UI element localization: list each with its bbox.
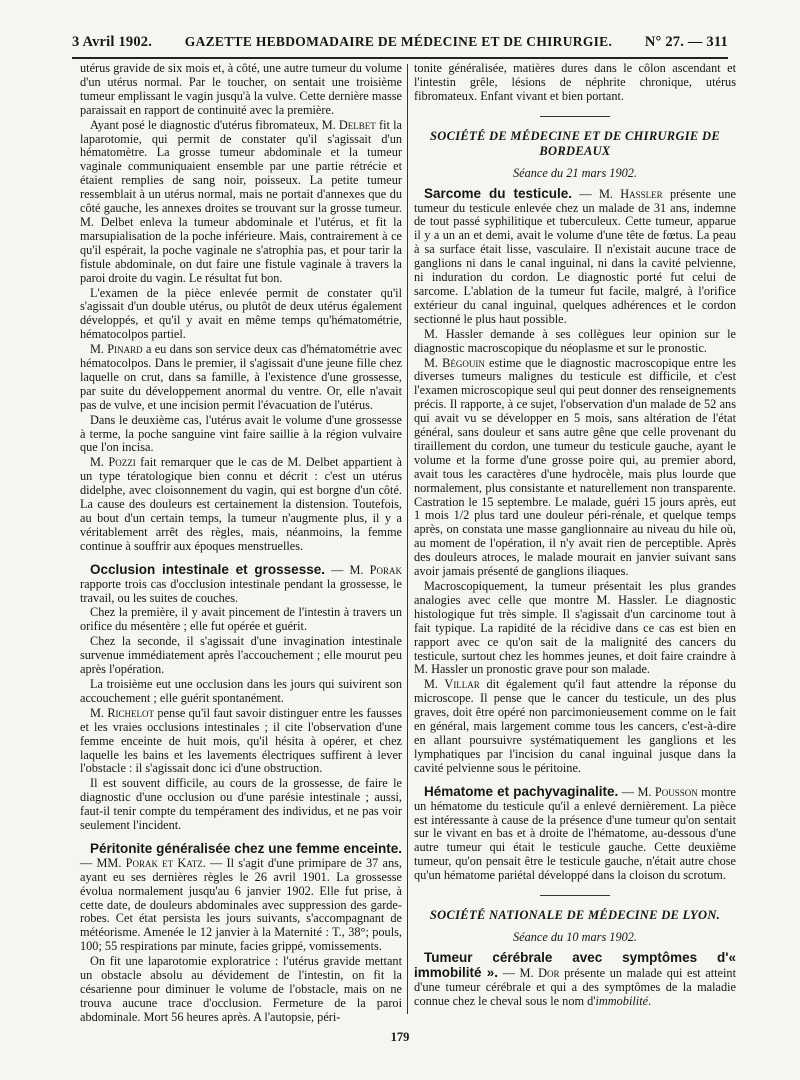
paragraph: Chez la première, il y avait pincement de l'intestin à travers un orifice du mésentère ; elle fut opérée et guérit. bbox=[80, 605, 402, 634]
paragraph: Il est souvent difficile, au cours de la grossesse, de faire le diagnostic d'une occlusion ou d'une parésie intestinale ; aussi, faut-il tenir compte du tempérament des individus, et ne pas voir seulement l'incident. bbox=[80, 776, 402, 833]
paragraph: M. Villar dit également qu'il faut attendre la réponse du microscope. Il pense que le cancer du testicule, un des plus graves, doit être opéré non parcimonieusement comme on le fait en général, mais largement comme tous les cancers, c'est-à-dire en allant poursuivre systématiquement les ganglions et les lymphatiques par l'incision du canal inguinal jusque dans la cavité pelvienne sous le péritoine. bbox=[414, 677, 736, 775]
running-header bbox=[72, 30, 728, 54]
column-divider bbox=[407, 64, 408, 1014]
author-name: M. Pousson bbox=[637, 784, 698, 799]
section-heading: Hématome et pachyvaginalite. bbox=[424, 783, 619, 799]
author-name: M. Bégouin bbox=[424, 355, 485, 370]
issue-page-number: N° 27. — 311 bbox=[644, 33, 728, 50]
paragraph: utérus gravide de six mois et, à côté, une autre tumeur du volume d'un utérus normal. Par le toucher, on sentait une troisième tumeur emplissant le vagin jusqu'à la vulve. Cette dernière masse paraissait en rapport de continuité avec la première. bbox=[80, 61, 402, 117]
section-heading: Sarcome du testicule. bbox=[424, 185, 573, 201]
paragraph: M. Richelot pense qu'il faut savoir distinguer entre les fausses et les vraies occlusions intestinales ; il cite l'observation d'une femme enceinte de huit mois, qu'il hésita à opérer, et chez laquelle les bains et les lavements électriques suffirent à lever l'obstacle : il s'agissait donc ici d'une obstruction. bbox=[80, 705, 403, 776]
author-name: M. Delbet bbox=[321, 117, 376, 132]
paragraph: Dans le deuxième cas, l'utérus avait le volume d'une grossesse à terme, la poche sanguine vint faire saillie à la région vulvaire que l'on incisa. bbox=[80, 412, 402, 455]
section-peritonite: Péritonite généralisée chez une femme enceinte. — MM. Porak et Katz. — Il s'agit d'une primipare de 37 ans, ayant eu ses dernières règles le 26 avril 1901. La grossesse évolua normalement jusqu'au 6 janvier 1902. Elle fut prise, à cette date, de douleurs abdominales avec suppression des garde-robes. Cet état persista les jours suivants, s'accompagnant de météorisme. Amenée le 12 janvier à la Maternité : T., 38°; pouls, 100; 55 respirations par minute, facies grippé, vomissements. bbox=[80, 840, 402, 954]
paragraph: Ayant posé le diagnostic d'utérus fibromateux, M. Delbet fit la laparotomie, qui permit de constater qu'il s'agissait d'un hématomètre. La grosse tumeur abdominale et la tumeur vaginale communiquaient ensemble par une partie rétrécie et étaient remplies de sang noir, poisseux. La petite tumeur ressemblait à un utérus normal, mais ne portait d'annexes que du côté gauche, les annexes droites se trouvant sur la grosse tumeur. M. Delbet enleva la tumeur abdominale et l'utérus, et fit la marsupialisation de la poche inférieure. Mais, contrairement à ce qu'il espérait, la poche vaginale ne s'atrophia pas, et pour tarir la fistule abdominale, on dut faire une fistule vaginale à travers la paroi droite du vagin. Le résultat fut bon. bbox=[80, 117, 402, 285]
paragraph: M. Bégouin estime que le diagnostic macroscopique entre les diverses tumeurs malignes du testicule est difficile, et c'est l'examen microscopique seul qui peut donner des renseignements précis. Il rapporte, à ce sujet, l'observation d'un malade de 52 ans qui avait vu se développer en 5 mois, sans altération de l'état général, sans douleur et sans autre gêne que celle provenant du tiraillement du cordon, une tumeur du testicule gauche, ayant le volume et la forme d'une grosse poire qui, au premier abord, avait tous les caractères d'une hydrocèle, mais plus lourde que normalement, plus consistante et naturellement non transparente. Castration le 15 septembre. Le malade, guéri 15 jours après, eut 1 mois 1/2 plus tard une douleur péri-rénale, et quelque temps après, on constata une masse ganglionnaire au niveau du hile où, au moment de l'opération, il n'y avait rien de perceptible. Après des douleurs atroces, le malade mourait en janvier suivant sans avoir jamais présenté de ganglions iliaques. bbox=[414, 355, 736, 579]
section-heading: Péritonite généralisée chez une femme enceinte. bbox=[90, 840, 402, 856]
author-name: M. Villar bbox=[424, 677, 480, 692]
author-name: M. Pozzi bbox=[90, 455, 136, 470]
page-number: 179 bbox=[390, 1030, 410, 1044]
society-heading: SOCIÉTÉ DE MÉDECINE ET DE CHIRURGIE DE BORDEAUX bbox=[430, 128, 720, 158]
header-rule bbox=[72, 57, 728, 59]
session-date: Séance du 21 mars 1902. bbox=[513, 165, 637, 180]
right-column bbox=[414, 62, 736, 1010]
left-column bbox=[80, 62, 402, 1026]
section-hematome: Hématome et pachyvaginalite. — M. Pousson montre un hématome du testicule qu'il a enlevé dernièrement. La pièce est intéressante à cause de la présence d'une tumeur qu'on sentait sur le vivant en bas et à droite de l'hématome, au-dessous d'une autre tumeur qui était le testicule gauche. Cette deuxième tumeur, qu'on pensait être le testicule gauche, n'était autre chose qu'un hématome pariétal développé dans la cloison du scrotum. bbox=[414, 783, 736, 883]
section-rule bbox=[540, 895, 610, 896]
paragraph: On fit une laparotomie exploratrice : l'utérus gravide mettant un obstacle absolu au dévidement de l'intestin, on fit la césarienne pour diminuer le volume de l'obstacle, mais on ne trouva aucune trace d'occlusion. Fermeture de la paroi abdominale. Mort 56 heures après. A l'autopsie, péri- bbox=[80, 954, 402, 1024]
paragraph: Chez la seconde, il s'agissait d'une invagination intestinale survenue immédiatement après l'accouchement ; elle mourut peu après l'opération. bbox=[80, 634, 402, 677]
author-name: M. Richelot bbox=[90, 705, 155, 720]
paragraph: La troisième eut une occlusion dans les jours qui suivirent son accouchement ; elle guérit spontanément. bbox=[80, 676, 402, 705]
section-occlusion: Occlusion intestinale et grossesse. — M. Porak rapporte trois cas d'occlusion intestinale pendant la grossesse, le travail, ou les suites de couches. bbox=[80, 561, 402, 605]
section-rule bbox=[540, 116, 610, 117]
section-heading: Occlusion intestinale et grossesse. bbox=[90, 561, 325, 577]
journal-title: GAZETTE HEBDOMADAIRE DE MÉDECINE ET DE CHIRURGIE. bbox=[184, 34, 613, 49]
author-name: MM. Porak et Katz. bbox=[96, 855, 206, 870]
paragraph: Macroscopiquement, la tumeur présentait les plus grandes analogies avec celle que montre M. Hassler. Le diagnostic histologique fut très simple. Il s'agissait d'un carcinome tout à fait typique. La rapidité de la récidive dans ce cas est bien en rapport avec ce qu'on sait de la malignité des cancers du testicule, surtout chez les hommes jeunes, et doit faire craindre à M. Hassler un pronostic grave pour son malade. bbox=[414, 579, 736, 677]
author-name: M. Pinard bbox=[90, 342, 143, 357]
society-heading: SOCIÉTÉ NATIONALE DE MÉDECINE DE LYON. bbox=[429, 908, 721, 923]
author-name: M. Porak bbox=[349, 562, 402, 577]
author-name: M. Dor bbox=[519, 965, 560, 980]
author-name: M. Hassler bbox=[598, 186, 663, 201]
section-sarcome: Sarcome du testicule. — M. Hassler présente une tumeur du testicule enlevée chez un malade de 31 ans, indemne de tout passé syphilitique et tuberculeux. Cette tumeur, apparue il y a un an et demi, avait le volume d'une tête de fœtus. La peau à sa surface était lisse, vasculaire. Il n'existait aucune trace de ganglions ni dans le canal inguinal, ni dans la cavité pelvienne, ni induration du cordon. Le diagnostic porté fut celui de sarcome. L'ablation de la tumeur fut facile, malgré, à l'orifice extérieur du canal inguinal, quelques adhérences et le cordon sectionné le plus haut possible. bbox=[414, 185, 736, 326]
session-date: Séance du 10 mars 1902. bbox=[513, 930, 637, 945]
section-heading: Tumeur cérébrale avec symptômes d'« immobilité ». bbox=[414, 949, 736, 980]
section-tumeur: Tumeur cérébrale avec symptômes d'« immobilité ». — M. Dor présente un malade qui est atteint d'une tumeur cérébrale et qui a des symptômes de la maladie connue chez le cheval sous le nom d'immobilité. bbox=[414, 949, 736, 1008]
paragraph: M. Pinard a eu dans son service deux cas d'hématométrie avec hématocolpos. Dans le premier, il s'agissait d'une jeune fille chez laquelle on crut, dans sa famille, à l'existence d'une grossesse, par suite du développement anormal du ventre. Or, elle n'avait pas de vulve, et une incision permit l'évacuation de l'utérus. bbox=[80, 342, 402, 412]
paragraph: M. Pozzi fait remarquer que le cas de M. Delbet appartient à un type tératologique bien connu et décrit : c'est un utérus didelphe, avec cloisonnement du vagin, qui est borgne d'un côté. La cause des douleurs est certainement la distension. Toutefois, au bout d'un certain temps, la tumeur n'augmente plus, il y a véritablement arrêt des règles, mais, néanmoins, la femme continue à souffrir aux époques menstruelles. bbox=[80, 455, 402, 553]
paragraph: M. Hassler demande à ses collègues leur opinion sur le diagnostic macroscopique du néoplasme et sur le pronostic. bbox=[414, 326, 736, 355]
issue-date: 3 Avril 1902. bbox=[72, 33, 153, 50]
paragraph: L'examen de la pièce enlevée permit de constater qu'il s'agissait d'un double utérus, ou plutôt de deux utérus également développés, et qu'il y avait en même temps qu'hématométrie, hématocolpos partiel. bbox=[80, 285, 402, 342]
paragraph: tonite généralisée, matières dures dans le côlon ascendant et l'intestin grêle, lésions de néphrite chronique, utérus fibromateux. Enfant vivant et bien portant. bbox=[414, 61, 736, 103]
